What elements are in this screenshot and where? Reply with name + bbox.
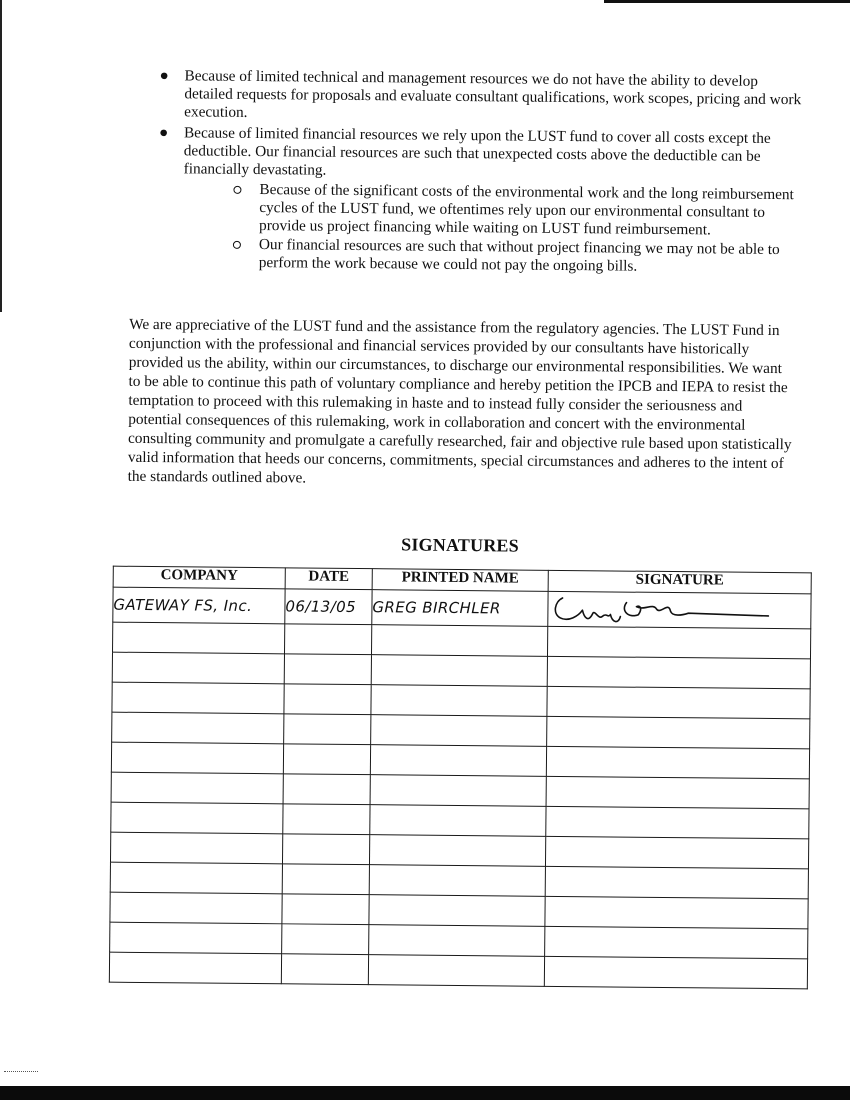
signatures-table xyxy=(109,566,812,990)
date-cell xyxy=(284,714,371,745)
bullet-dot-icon: ● xyxy=(158,124,169,142)
printed-name-cell xyxy=(371,655,547,687)
date-cell xyxy=(281,954,368,985)
company-cell: GATEWAY FS, Inc. xyxy=(113,587,285,624)
date-cell xyxy=(283,804,370,835)
company-cell xyxy=(111,742,283,774)
date-cell xyxy=(282,864,369,895)
printed-name-cell xyxy=(368,955,544,987)
company-cell xyxy=(110,832,282,864)
company-cell xyxy=(111,802,283,834)
signatures-heading: SIGNATURES xyxy=(401,534,519,556)
company-cell xyxy=(110,892,282,924)
printed-name-cell xyxy=(370,805,546,837)
signature-cell xyxy=(546,776,809,809)
bullet-item xyxy=(155,124,806,277)
date-cell xyxy=(282,924,369,955)
sub-bullet-list xyxy=(231,181,806,278)
column-header-printed-name: PRINTED NAME xyxy=(372,569,548,592)
printed-name-cell xyxy=(370,775,546,807)
printed-name-cell xyxy=(371,715,547,747)
signature-cell xyxy=(547,626,810,659)
column-header-date: DATE xyxy=(285,568,372,590)
sub-bullet-item xyxy=(231,236,805,278)
printed-name-cell xyxy=(371,685,547,717)
bullet-text: Because of limited financial resources we rely upon the LUST fund to cover all costs except the deductible. Our financial resources are such that unexpected costs above the deductible can be financially devastating. xyxy=(183,124,771,179)
signature-cell xyxy=(545,926,808,959)
sub-bullet-item xyxy=(231,181,805,241)
signature-cell xyxy=(547,686,810,719)
date-cell xyxy=(284,654,371,685)
printed-name-cell xyxy=(371,625,547,657)
company-cell xyxy=(112,712,284,744)
date-cell xyxy=(282,894,369,925)
signature-cell xyxy=(546,806,809,839)
company-cell xyxy=(109,952,281,984)
handwritten-signature xyxy=(548,592,778,628)
printed-name-cell xyxy=(370,745,546,777)
date-cell xyxy=(284,624,371,655)
signature-cell xyxy=(545,866,808,899)
column-header-company: COMPANY xyxy=(113,566,285,589)
printed-name-cell xyxy=(369,835,545,867)
printed-name-cell xyxy=(369,895,545,927)
column-header-signature: SIGNATURE xyxy=(548,570,811,594)
closing-paragraph: We are appreciative of the LUST fund and the assistance from the regulatory agencies. The LUST Fund in conjunction with the professional and financial services provided by our consultants have historically provided us the ability, within our circumstances, to discharge our environmental responsibilities. We want to be able to continue this path of voluntary compliance and hereby petition the IPCB and IEPA to resist the temptation to proceed with this rulemaking in haste and to instead fully consider the seriousness and potential consequences of this rulemaking, work in collaboration and concert with the environmental consulting community and promulgate a carefully researched, fair and objective rule based upon statistically valid information that heeds our concerns, commitments, special circumstances and adheres to the intent of the standards outlined above. xyxy=(127,315,792,487)
sub-bullet-text: Because of the significant costs of the environmental work and the long reimbursement cycles of the LUST fund, we oftentimes rely upon our environmental consultant to provide us project financing while waiting on LUST fund reimbursement. xyxy=(259,181,794,239)
company-cell xyxy=(110,922,282,954)
printed-name-cell xyxy=(369,925,545,957)
printed-name-cell: GREG BIRCHLER xyxy=(372,590,548,627)
signature-cell xyxy=(548,591,811,629)
hollow-circle-icon xyxy=(233,241,241,249)
hollow-circle-icon xyxy=(233,186,241,194)
company-cell xyxy=(112,652,284,684)
company-cell xyxy=(110,862,282,894)
signature-cell xyxy=(544,956,807,989)
signature-cell xyxy=(545,836,808,869)
date-cell xyxy=(282,834,369,865)
printed-name-cell xyxy=(369,865,545,897)
bullet-dot-icon: ● xyxy=(159,67,169,85)
table-row xyxy=(109,952,807,989)
date-cell xyxy=(284,684,371,715)
bullet-text: Because of limited technical and management resources we do not have the ability to develop detailed requests for proposals and evaluate consultant qualifications, work scopes, pricing and work execution. xyxy=(184,67,802,121)
signature-cell xyxy=(545,896,808,929)
company-cell xyxy=(111,772,283,804)
company-cell xyxy=(113,622,285,654)
signature-cell xyxy=(547,656,810,689)
company-cell xyxy=(112,682,284,714)
date-cell: 06/13/05 xyxy=(285,589,372,625)
scan-edge-left xyxy=(0,0,2,312)
bullet-list xyxy=(155,67,807,280)
date-cell xyxy=(283,774,370,805)
date-cell xyxy=(283,744,370,775)
bullet-item xyxy=(156,67,806,127)
sub-bullet-text: Our financial resources are such that without project financing we may not be able to perform the work because we could not pay the ongoing bills. xyxy=(258,236,780,275)
signature-cell xyxy=(546,746,809,779)
signature-cell xyxy=(547,716,810,749)
